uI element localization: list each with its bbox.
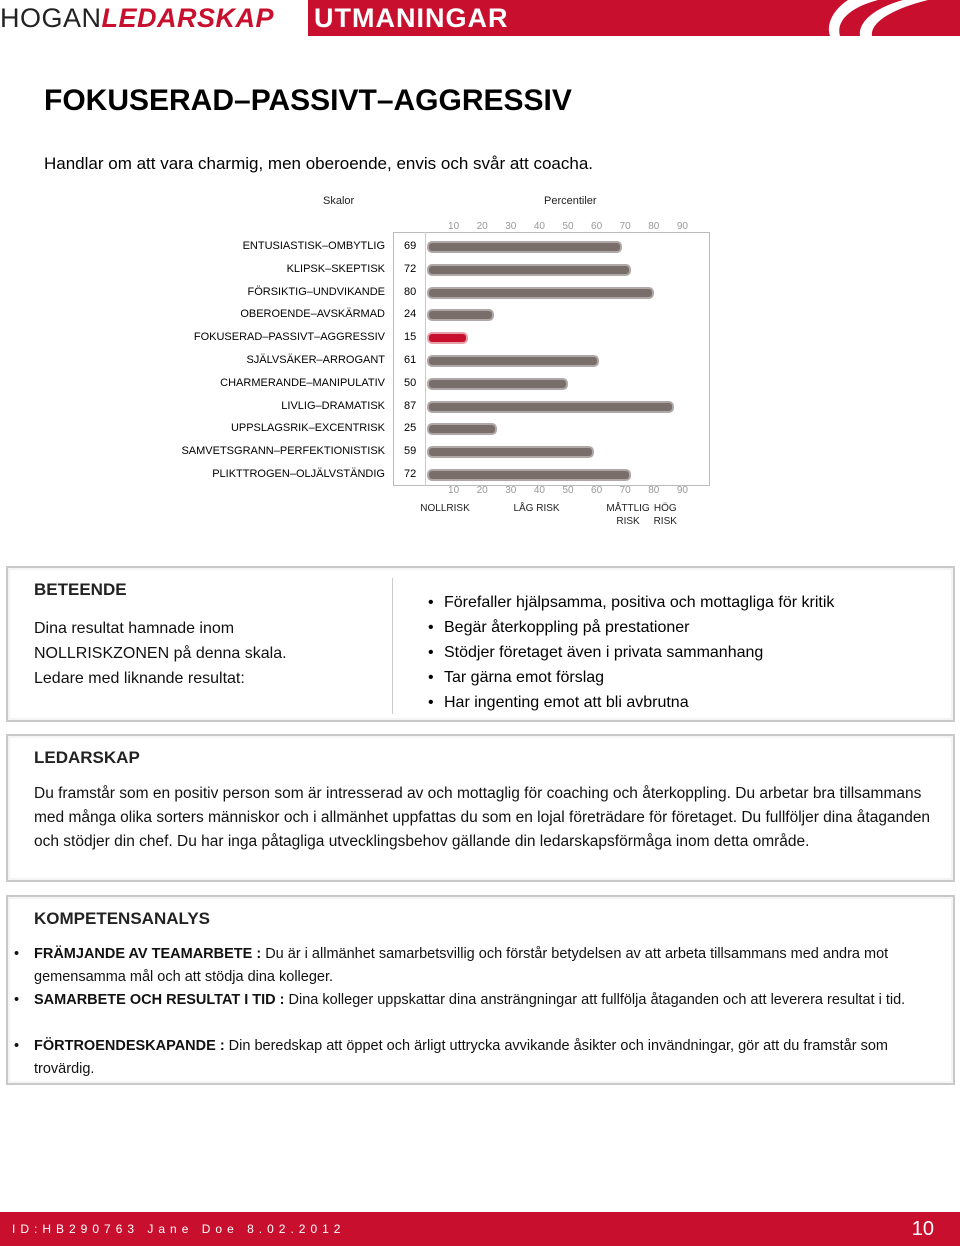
kompetens-section (6, 895, 955, 1085)
bar (427, 423, 497, 435)
scale-score: 50 (404, 376, 417, 389)
kompetens-item (14, 943, 934, 989)
x-tick-label-bottom: 80 (648, 485, 660, 496)
bullet-icon: • (14, 992, 20, 1008)
beteende-bullet: • Stödjer företaget även i privata sammanhang (428, 640, 834, 665)
kompetens-item-text: Dina kolleger uppskattar dina ansträngningar att fullfölja åtaganden och att leverera resultat i tid. (284, 992, 906, 1008)
kompetens-item-label: SAMARBETE OCH RESULTAT I TID : (34, 992, 285, 1008)
scale-label: KLIPSK–SKEPTISK (286, 262, 385, 275)
ledarskap-text: Du framstår som en positiv person som är intresserad av och mottaglig för coaching och återkoppling. Du arbetar bra tillsammans med många olika sorters människor och i allmänhet uppfattas du som en lojal företrädare för företaget. Du fullföljer dina åtaganden och stödjer din chef. Du har inga påtagliga utvecklingsbehov gällande din ledarskapsförmåga inom detta område. (34, 785, 931, 850)
footer-id: ID:HB290763 Jane Doe 8.02.2012 (12, 1222, 346, 1236)
beteende-section (6, 566, 955, 722)
scale-score: 87 (404, 399, 417, 412)
ledarskap-title: LEDARSKAP (34, 748, 140, 767)
bar-highlighted (427, 332, 468, 344)
kompetens-item (14, 1035, 934, 1081)
kompetens-item (14, 989, 934, 1012)
score-column-divider (425, 232, 426, 486)
ledarskap-section (6, 734, 955, 882)
scale-label: CHARMERANDE–MANIPULATIV (220, 376, 385, 389)
bar (427, 469, 631, 481)
beteende-bullet: • Tar gärna emot förslag (428, 665, 834, 690)
x-tick-label-bottom: 70 (619, 485, 631, 496)
x-tick-label-bottom: 30 (505, 485, 517, 496)
scale-score: 15 (404, 331, 417, 344)
scale-label: ENTUSIASTISK–OMBYTLIG (242, 240, 385, 252)
beteende-intro: Dina resultat hamnade inom NOLLRISKZONEN på denna skala. Ledare med liknande resultat: (34, 620, 287, 687)
scale-label: OBEROENDE–AVSKÄRMAD (240, 308, 385, 321)
scale-score: 25 (404, 422, 417, 435)
beteende-bullet: • Har ingenting emot att bli avbrutna (428, 690, 834, 715)
scale-label: SAMVETSGRANN–PERFEKTIONISTISK (181, 445, 385, 458)
scale-score: 24 (404, 308, 417, 321)
bullet-icon: • (14, 946, 20, 962)
x-tick-label-bottom: 40 (533, 485, 545, 496)
scale-score: 80 (404, 285, 417, 298)
x-tick-label-top: 40 (533, 221, 545, 232)
x-tick-label-top: 90 (676, 221, 688, 232)
bar (427, 241, 622, 253)
percentiles-header: Percentiler (544, 195, 597, 207)
page-title: FOKUSERAD–PASSIVT–AGGRESSIV (44, 84, 572, 117)
footer-bar (0, 1212, 960, 1246)
scale-label: UPPSLAGSRIK–EXCENTRISK (230, 422, 385, 435)
x-tick-label-bottom: 50 (562, 485, 574, 496)
scale-label: PLIKTTROGEN–OLJÄLVSTÄNDIG (212, 468, 385, 480)
bar (427, 401, 674, 413)
scale-score: 59 (404, 445, 417, 458)
kompetens-title: KOMPETENSANALYS (34, 909, 211, 928)
x-tick-label-top: 10 (448, 221, 460, 232)
x-tick-label-top: 50 (562, 221, 574, 232)
x-tick-label-top: 20 (476, 221, 488, 232)
scale-score: 61 (404, 354, 417, 366)
bar (427, 264, 631, 276)
beteende-bullet: • Begär återkoppling på prestationer (428, 615, 834, 640)
beteende-bullet-list (428, 590, 834, 715)
scale-label: LIVLIG–DRAMATISK (281, 399, 385, 412)
header-banner (308, 0, 808, 36)
brand-bold: LEDARSKAP (101, 3, 275, 33)
scale-score: 72 (404, 468, 417, 480)
risk-zone-label: NOLLRISK (420, 503, 470, 514)
x-tick-label-bottom: 90 (676, 485, 688, 496)
x-tick-label-top: 80 (648, 221, 660, 232)
beteende-bullet: • Förefaller hjälpsamma, positiva och mottagliga för kritik (428, 590, 834, 615)
scale-score: 69 (404, 240, 417, 252)
beteende-divider (392, 578, 393, 714)
brand-light: HOGAN (0, 3, 102, 33)
bar (427, 355, 599, 367)
x-tick-label-top: 70 (619, 221, 631, 232)
scale-label: SJÄLVSÄKER–ARROGANT (246, 354, 385, 366)
x-tick-label-top: 30 (505, 221, 517, 232)
product-name: UTMANINGAR (314, 3, 509, 33)
kompetens-item-label: FRÄMJANDE AV TEAMARBETE : (34, 946, 262, 962)
kompetens-item-text: Din beredskap att öppet och ärligt uttrycka avvikande åsikter och invändningar, gör att du framstår som trovärdig. (34, 1038, 888, 1077)
bar (427, 309, 494, 321)
kompetens-item-text: Du är i allmänhet samarbetsvillig och förstår betydelsen av att arbeta tillsammans med andra mot gemensamma mål och att stödja dina kolleger. (34, 946, 889, 985)
x-tick-label-top: 60 (591, 221, 603, 232)
brand-logo (0, 0, 274, 36)
scales-header: Skalor (323, 195, 355, 207)
bar (427, 378, 568, 390)
bar (427, 287, 654, 299)
page-number: 10 (911, 1218, 934, 1240)
risk-zone-label: HÖG RISK (653, 503, 677, 527)
page-subtitle: Handlar om att vara charmig, men oberoende, envis och svår att coacha. (44, 154, 594, 173)
scale-score: 72 (404, 262, 417, 275)
kompetens-item-label: FÖRTROENDESKAPANDE : (34, 1038, 225, 1054)
swoosh-logo (808, 0, 960, 36)
bar (427, 446, 594, 458)
beteende-title: BETEENDE (34, 580, 127, 599)
x-tick-label-bottom: 10 (448, 485, 460, 496)
x-tick-label-bottom: 20 (476, 485, 488, 496)
risk-zone-label: LÅG RISK (513, 503, 560, 514)
bullet-icon: • (14, 1038, 20, 1054)
scale-label: FOKUSERAD–PASSIVT–AGGRESSIV (193, 331, 385, 344)
x-tick-label-bottom: 60 (591, 485, 603, 496)
risk-zone-label: MÅTTLIG RISK (606, 503, 650, 527)
scale-label: FÖRSIKTIG–UNDVIKANDE (247, 285, 385, 298)
